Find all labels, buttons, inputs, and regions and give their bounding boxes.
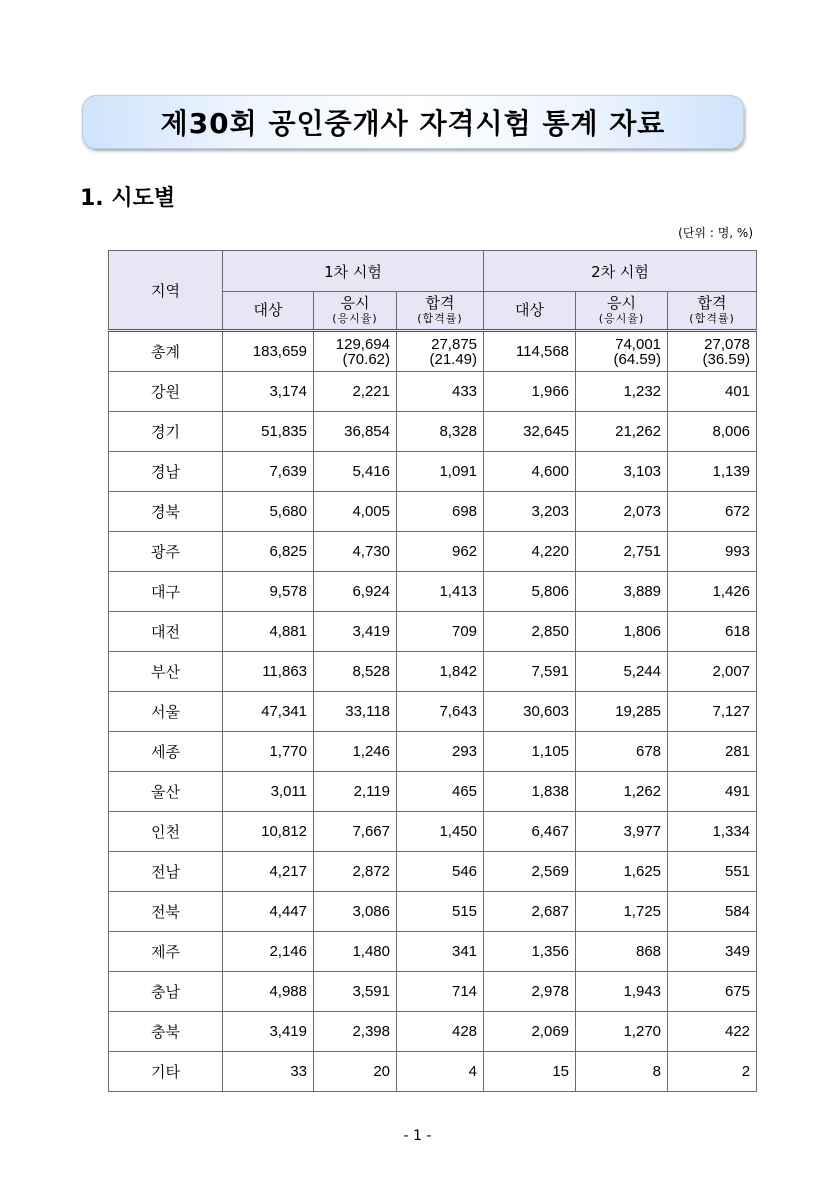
r2-target-cell: 7,591 — [484, 652, 576, 692]
r1-target-cell: 5,680 — [223, 492, 314, 532]
r1-passed-cell: 341 — [397, 932, 484, 972]
r2-passed-cell: 2 — [668, 1052, 757, 1092]
r1-passed-cell: 714 — [397, 972, 484, 1012]
r2-applied-cell: 1,262 — [576, 772, 668, 812]
table-row — [109, 572, 757, 612]
r1-target-cell: 6,825 — [223, 532, 314, 572]
page-title: 제30회 공인중개사 자격시험 통계 자료 — [160, 107, 666, 140]
r1-target-cell: 3,419 — [223, 1012, 314, 1052]
table-row — [109, 692, 757, 732]
r2-target-cell: 5,806 — [484, 572, 576, 612]
table-row — [109, 972, 757, 1012]
r2-target-cell: 3,203 — [484, 492, 576, 532]
r1-target-cell: 3,174 — [223, 372, 314, 412]
r2-passed-cell: 401 — [668, 372, 757, 412]
region-cell: 부산 — [109, 652, 223, 692]
r2-passed-cell: 675 — [668, 972, 757, 1012]
r1-applied-cell: 1,480 — [314, 932, 397, 972]
region-cell: 대구 — [109, 572, 223, 612]
r1-target-cell: 4,881 — [223, 612, 314, 652]
region-cell: 충북 — [109, 1012, 223, 1052]
table-row — [109, 532, 757, 572]
r2-applied-cell: 678 — [576, 732, 668, 772]
header-r1-applied-label: 응시 — [340, 293, 370, 312]
r1-target-cell: 10,812 — [223, 812, 314, 852]
r1-passed-cell: 1,450 — [397, 812, 484, 852]
total-region: 총계 — [109, 331, 223, 372]
region-cell: 세종 — [109, 732, 223, 772]
r1-target-cell: 51,835 — [223, 412, 314, 452]
r2-applied-cell: 21,262 — [576, 412, 668, 452]
r1-applied-cell: 7,667 — [314, 812, 397, 852]
total-r2-passed-rate: (36.59) — [702, 350, 751, 368]
r1-passed-cell: 1,413 — [397, 572, 484, 612]
region-cell: 서울 — [109, 692, 223, 732]
r1-passed-cell: 1,091 — [397, 452, 484, 492]
r1-target-cell: 11,863 — [223, 652, 314, 692]
region-cell: 기타 — [109, 1052, 223, 1092]
r2-target-cell: 2,069 — [484, 1012, 576, 1052]
r1-target-cell: 33 — [223, 1052, 314, 1092]
table-row — [109, 412, 757, 452]
r1-passed-cell: 7,643 — [397, 692, 484, 732]
total-r2-applied-rate: (64.59) — [613, 350, 662, 368]
r2-applied-cell: 1,625 — [576, 852, 668, 892]
region-cell: 인천 — [109, 812, 223, 852]
r2-target-cell: 1,105 — [484, 732, 576, 772]
unit-note: (단위 : 명, %) — [678, 226, 753, 240]
title-banner — [82, 95, 744, 149]
r2-applied-cell: 2,751 — [576, 532, 668, 572]
r2-applied-cell: 868 — [576, 932, 668, 972]
r2-target-cell: 15 — [484, 1052, 576, 1092]
total-r2-applied — [576, 331, 668, 372]
section-heading: 1. 시도별 — [80, 186, 176, 211]
r1-passed-cell: 428 — [397, 1012, 484, 1052]
r2-passed-cell: 993 — [668, 532, 757, 572]
r2-passed-cell: 551 — [668, 852, 757, 892]
r1-passed-cell: 515 — [397, 892, 484, 932]
r1-applied-cell: 3,591 — [314, 972, 397, 1012]
table-row — [109, 492, 757, 532]
r2-target-cell: 2,978 — [484, 972, 576, 1012]
r2-passed-cell: 281 — [668, 732, 757, 772]
table-row — [109, 772, 757, 812]
region-cell: 제주 — [109, 932, 223, 972]
r2-passed-cell: 1,426 — [668, 572, 757, 612]
r1-target-cell: 1,770 — [223, 732, 314, 772]
r2-target-cell: 4,600 — [484, 452, 576, 492]
r2-target-cell: 32,645 — [484, 412, 576, 452]
table-row — [109, 372, 757, 412]
total-r2-applied-value: 74,001 — [615, 335, 662, 353]
r1-target-cell: 4,217 — [223, 852, 314, 892]
table-row-total — [109, 331, 757, 372]
header-r2-passed — [668, 292, 757, 331]
r2-target-cell: 30,603 — [484, 692, 576, 732]
r1-applied-cell: 4,730 — [314, 532, 397, 572]
r2-applied-cell: 8 — [576, 1052, 668, 1092]
header-r1-passed-label: 합격 — [425, 293, 455, 312]
header-r1-passed-sub: (합격률) — [417, 311, 463, 325]
total-r2-passed — [668, 331, 757, 372]
r1-applied-cell: 8,528 — [314, 652, 397, 692]
r1-applied-cell: 3,086 — [314, 892, 397, 932]
header-round2: 2차 시험 — [484, 251, 757, 292]
region-cell: 경기 — [109, 412, 223, 452]
header-r2-target: 대상 — [484, 292, 576, 331]
r1-passed-cell: 8,328 — [397, 412, 484, 452]
r2-applied-cell: 5,244 — [576, 652, 668, 692]
table-row — [109, 1052, 757, 1092]
r1-passed-cell: 293 — [397, 732, 484, 772]
r2-target-cell: 4,220 — [484, 532, 576, 572]
header-region: 지역 — [109, 251, 223, 331]
page-number: - 1 - — [403, 1128, 432, 1144]
total-r1-applied-value: 129,694 — [335, 335, 390, 353]
r2-target-cell: 2,569 — [484, 852, 576, 892]
r1-target-cell: 4,988 — [223, 972, 314, 1012]
region-cell: 울산 — [109, 772, 223, 812]
table-row — [109, 612, 757, 652]
table-row — [109, 812, 757, 852]
r2-passed-cell: 349 — [668, 932, 757, 972]
r1-applied-cell: 5,416 — [314, 452, 397, 492]
region-cell: 강원 — [109, 372, 223, 412]
total-r1-applied — [314, 331, 397, 372]
r1-applied-cell: 4,005 — [314, 492, 397, 532]
r2-passed-cell: 1,139 — [668, 452, 757, 492]
r1-applied-cell: 20 — [314, 1052, 397, 1092]
header-r2-applied-sub: (응시율) — [598, 311, 645, 325]
header-round1: 1차 시험 — [223, 251, 484, 292]
table-row — [109, 732, 757, 772]
r1-applied-cell: 1,246 — [314, 732, 397, 772]
total-r1-passed-value: 27,875 — [431, 335, 478, 353]
total-r1-passed-rate: (21.49) — [429, 350, 478, 368]
r1-applied-cell: 36,854 — [314, 412, 397, 452]
r2-passed-cell: 491 — [668, 772, 757, 812]
header-r2-applied-label: 응시 — [607, 293, 636, 312]
r2-applied-cell: 3,103 — [576, 452, 668, 492]
r1-applied-cell: 6,924 — [314, 572, 397, 612]
header-r2-passed-sub: (합격률) — [689, 311, 735, 325]
r1-target-cell: 9,578 — [223, 572, 314, 612]
r2-applied-cell: 1,943 — [576, 972, 668, 1012]
r2-applied-cell: 1,806 — [576, 612, 668, 652]
table-row — [109, 932, 757, 972]
r1-applied-cell: 33,118 — [314, 692, 397, 732]
r1-passed-cell: 709 — [397, 612, 484, 652]
total-r2-target: 114,568 — [484, 331, 576, 372]
r2-applied-cell: 2,073 — [576, 492, 668, 532]
r1-target-cell: 7,639 — [223, 452, 314, 492]
r2-passed-cell: 618 — [668, 612, 757, 652]
r1-passed-cell: 4 — [397, 1052, 484, 1092]
r2-applied-cell: 3,889 — [576, 572, 668, 612]
r1-passed-cell: 1,842 — [397, 652, 484, 692]
r2-applied-cell: 1,270 — [576, 1012, 668, 1052]
r1-passed-cell: 465 — [397, 772, 484, 812]
r1-passed-cell: 546 — [397, 852, 484, 892]
table-row — [109, 892, 757, 932]
r2-target-cell: 1,838 — [484, 772, 576, 812]
r1-target-cell: 2,146 — [223, 932, 314, 972]
total-r1-passed — [397, 331, 484, 372]
header-r1-applied — [314, 292, 397, 331]
r1-applied-cell: 2,119 — [314, 772, 397, 812]
r2-applied-cell: 3,977 — [576, 812, 668, 852]
r2-passed-cell: 8,006 — [668, 412, 757, 452]
r1-passed-cell: 698 — [397, 492, 484, 532]
r2-passed-cell: 584 — [668, 892, 757, 932]
r1-applied-cell: 3,419 — [314, 612, 397, 652]
r2-passed-cell: 1,334 — [668, 812, 757, 852]
table-row — [109, 852, 757, 892]
r2-applied-cell: 1,725 — [576, 892, 668, 932]
header-r2-applied — [576, 292, 668, 331]
header-r1-target: 대상 — [223, 292, 314, 331]
header-r2-passed-label: 합격 — [697, 293, 727, 312]
table-row — [109, 452, 757, 492]
r2-applied-cell: 19,285 — [576, 692, 668, 732]
r2-target-cell: 1,356 — [484, 932, 576, 972]
region-cell: 대전 — [109, 612, 223, 652]
r1-applied-cell: 2,221 — [314, 372, 397, 412]
header-r1-passed — [397, 292, 484, 331]
r2-target-cell: 2,850 — [484, 612, 576, 652]
r1-target-cell: 4,447 — [223, 892, 314, 932]
total-r1-applied-rate: (70.62) — [342, 350, 390, 368]
r2-target-cell: 1,966 — [484, 372, 576, 412]
r2-passed-cell: 7,127 — [668, 692, 757, 732]
r1-passed-cell: 433 — [397, 372, 484, 412]
r2-applied-cell: 1,232 — [576, 372, 668, 412]
total-r1-target: 183,659 — [223, 331, 314, 372]
table-row — [109, 652, 757, 692]
header-r1-applied-sub: (응시율) — [332, 311, 378, 325]
r2-passed-cell: 2,007 — [668, 652, 757, 692]
table-row — [109, 1012, 757, 1052]
r1-passed-cell: 962 — [397, 532, 484, 572]
r2-passed-cell: 422 — [668, 1012, 757, 1052]
statistics-table — [108, 250, 757, 1092]
region-cell: 충남 — [109, 972, 223, 1012]
r2-target-cell: 2,687 — [484, 892, 576, 932]
region-cell: 경북 — [109, 492, 223, 532]
r2-passed-cell: 672 — [668, 492, 757, 532]
region-cell: 광주 — [109, 532, 223, 572]
r2-target-cell: 6,467 — [484, 812, 576, 852]
r1-target-cell: 47,341 — [223, 692, 314, 732]
region-cell: 경남 — [109, 452, 223, 492]
total-r2-passed-value: 27,078 — [704, 335, 751, 353]
region-cell: 전북 — [109, 892, 223, 932]
r1-target-cell: 3,011 — [223, 772, 314, 812]
r1-applied-cell: 2,872 — [314, 852, 397, 892]
region-cell: 전남 — [109, 852, 223, 892]
r1-applied-cell: 2,398 — [314, 1012, 397, 1052]
